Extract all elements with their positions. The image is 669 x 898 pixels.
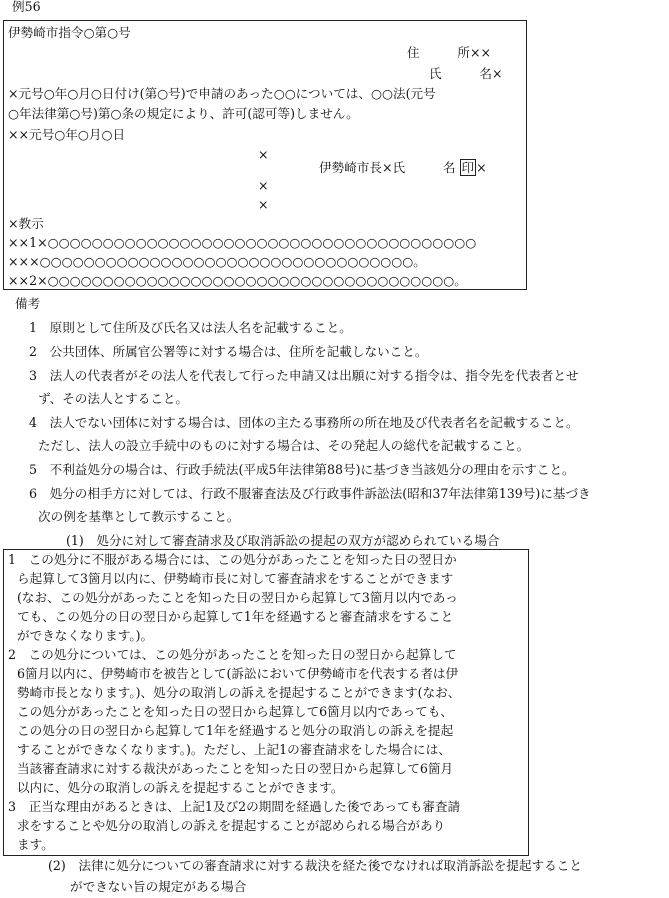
spacer-mark-2: × xyxy=(258,178,269,193)
seal-suffix: × xyxy=(476,160,487,175)
example-box-line: (なお、この処分があったことを知った日の翌日から起算して3箇月以内であっ xyxy=(17,590,458,605)
mayor-name: 伊勢崎市長×氏 名 xyxy=(319,160,456,175)
issue-date: ××元号○年○月○日 xyxy=(8,127,126,142)
example-box-line: ら起算して3箇月以内に、伊勢崎市長に対して審査請求をすることができます xyxy=(17,571,454,586)
example-box-line: 求をすることや処分の取消しの訴えを提起することが認められる場合があり xyxy=(17,818,446,833)
note-6-line-2: 次の例を基準として教示すること。 xyxy=(38,509,240,524)
name-field: 氏 名× xyxy=(429,66,503,81)
example-box-line: 当該審査請求に対する裁決があったことを知った日の翌日から起算して6箇月 xyxy=(17,761,454,776)
example-box-line: 以内に、処分の取消しの訴えを提起することができます。 xyxy=(17,780,344,795)
kyoji-2-line-1: ××2×○○○○○○○○○○○○○○○○○○○○○○○○○○○○○○○○○○○○○。 xyxy=(8,273,467,288)
seal-stamp: 印 xyxy=(461,160,475,175)
example-box-line: 3 正当な理由があるときは、上記1及び2の期間を経過した後であっても審査請 xyxy=(8,799,461,814)
example-label: 例56 xyxy=(12,0,41,14)
example-box-line: 6箇月以内に、伊勢崎市を被告として(訴訟において伊勢崎市を代表する者は伊 xyxy=(17,666,459,681)
example-box-line: この処分があったことを知った日の翌日から起算して6箇月以内であっても、 xyxy=(17,704,453,719)
note-4-line-2: ただし、法人の設立手続中のものに対する場合は、その発起人の総代を記載すること。 xyxy=(38,438,530,453)
kyoji-1-line-2: ×××○○○○○○○○○○○○○○○○○○○○○○○○○○○○○○○○○○。 xyxy=(8,254,426,269)
doc-number: 伊勢崎市指令○第○号 xyxy=(8,25,131,40)
kyoji-heading: ×教示 xyxy=(8,216,44,231)
notes-heading: 備考 xyxy=(15,296,41,311)
example-box-line: することができなくなります。)。ただし、上記1の審査請求をした場合には、 xyxy=(17,742,451,757)
example-box-line: この処分の日の翌日から起算して1年を経過すると処分の取消しの訴えを提起 xyxy=(17,723,454,738)
spacer-mark-3: × xyxy=(258,197,269,212)
mayor-line xyxy=(319,158,487,179)
kyoji-1-line-1: ××1×○○○○○○○○○○○○○○○○○○○○○○○○○○○○○○○○○○○○○○○ xyxy=(8,235,477,250)
note-2: 2 公共団体、所属官公署等に対する場合は、住所を記載しないこと。 xyxy=(29,344,428,359)
example-box-line: ができなくなります。)。 xyxy=(17,628,154,643)
note-3-line-2: ず、その法人とすること。 xyxy=(38,391,189,406)
note-3-line-1: 3 法人の代表者がその法人を代表して行った申請又は出願に対する指令は、指令先を代表者とせ xyxy=(29,368,579,383)
example-box-line: ても、この処分の日の翌日から起算して1年を経過すると審査請求をすること xyxy=(17,609,454,624)
sub-item-1: (1) 処分に対して審査請求及び取消訴訟の提起の双方が認められている場合 xyxy=(66,533,500,548)
sub-item-2-line-1: (2) 法律に処分についての審査請求に対する裁決を経た後でなければ取消訴訟を提起すること xyxy=(48,858,582,873)
spacer-mark-1: × xyxy=(258,147,269,162)
example-box-line: 1 この処分に不服がある場合には、この処分があったことを知った日の翌日か xyxy=(8,552,457,567)
note-4-line-1: 4 法人でない団体に対する場合は、団体の主たる事務所の所在地及び代表者名を記載すること。 xyxy=(29,415,579,430)
note-5: 5 不利益処分の場合は、行政手続法(平成5年法律第88号)に基づき当該処分の理由を示すこと。 xyxy=(29,462,575,477)
sub-item-2-line-2: ができない旨の規定がある場合 xyxy=(70,879,247,894)
example-box-line: 勢崎市長となります。)、処分の取消しの訴えを提起することができます(なお、 xyxy=(17,685,461,700)
body-line-2: ○年法律第○号)第○条の規定により、許可(認可等)しません。 xyxy=(8,106,359,121)
body-line-1: ×元号○年○月○日付け(第○号)で申請のあった○○については、○○法(元号 xyxy=(8,86,436,101)
example-box-line: ます。 xyxy=(17,837,54,852)
example-box-line: 2 この処分については、この処分があったことを知った日の翌日から起算して xyxy=(8,647,457,662)
note-1: 1 原則として住所及び氏名又は法人名を記載すること。 xyxy=(29,320,352,335)
note-6-line-1: 6 処分の相手方に対しては、行政不服審査法及び行政事件訴訟法(昭和37年法律第139号)に基づき xyxy=(29,486,591,501)
address-field: 住 所×× xyxy=(407,45,492,60)
